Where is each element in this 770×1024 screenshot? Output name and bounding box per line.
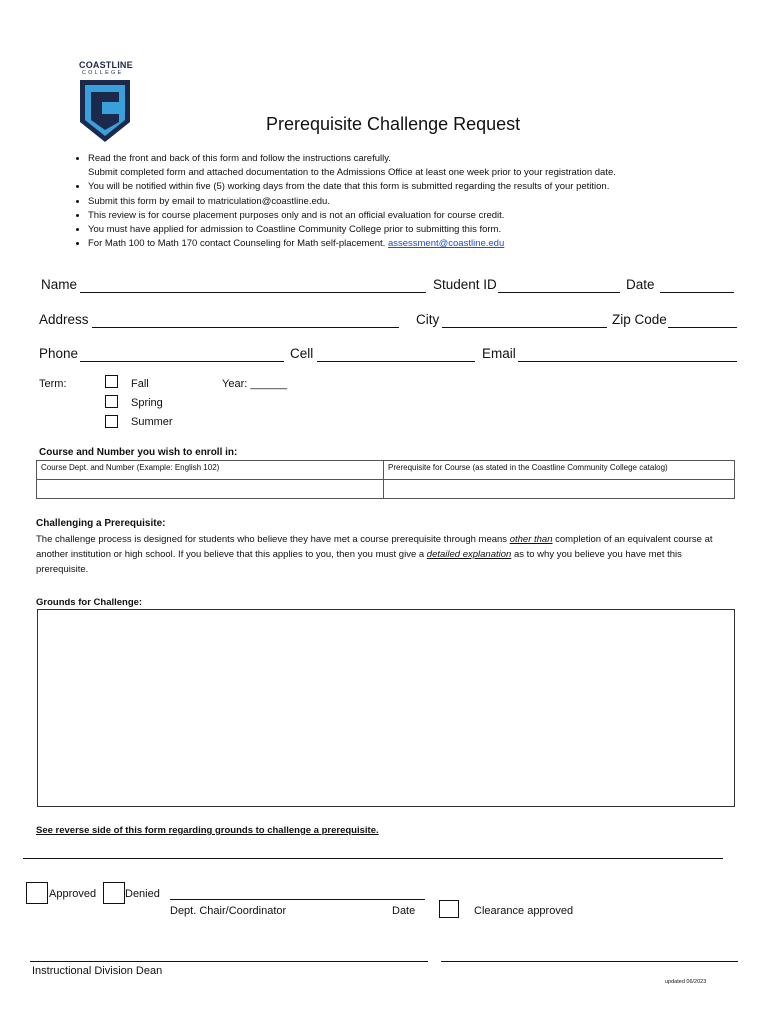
summer-label: Summer <box>131 416 173 428</box>
divider <box>23 858 723 859</box>
dean-label: Instructional Division Dean <box>32 965 163 977</box>
course-col-header: Course Dept. and Number (Example: English 102) <box>37 461 384 480</box>
name-label: Name <box>41 277 78 292</box>
fall-label: Fall <box>131 378 149 390</box>
zip-code-label: Zip Code <box>612 312 667 327</box>
year-field[interactable]: Year: ______ <box>222 378 288 390</box>
address-label: Address <box>39 312 89 327</box>
denied-checkbox[interactable] <box>103 882 125 904</box>
phone-label: Phone <box>39 346 79 361</box>
spring-checkbox[interactable] <box>105 395 118 408</box>
instruction-item: • This review is for course placement purposes only and is not an official evaluation for course credit. <box>88 209 748 223</box>
email-field[interactable] <box>518 361 737 362</box>
challenge-emphasis: detailed explanation <box>426 549 512 560</box>
chair-label: Dept. Chair/Coordinator <box>170 905 287 917</box>
page-title: Prerequisite Challenge Request <box>266 114 521 134</box>
office-date-label: Date <box>392 905 416 917</box>
city-label: City <box>416 312 440 327</box>
challenge-paragraph <box>36 532 734 577</box>
denied-label: Denied <box>125 888 160 900</box>
college-logo <box>76 60 134 146</box>
date-label: Date <box>626 277 655 292</box>
instruction-list <box>62 152 748 251</box>
instruction-item: Submit completed form and attached documentation to the Admissions Office at least one week prior to your registration date. <box>88 167 616 179</box>
challenge-heading: Challenging a Prerequisite: <box>36 518 166 529</box>
course-table <box>36 460 735 499</box>
assessment-email-link[interactable]: assessment@coastline.edu <box>387 238 505 250</box>
prereq-col-header: Prerequisite for Course (as stated in the Coastline Community College catalog) <box>384 461 735 480</box>
fall-checkbox[interactable] <box>105 375 118 388</box>
chair-signature-line[interactable] <box>170 899 425 900</box>
address-field[interactable] <box>92 327 399 328</box>
student-id-field[interactable] <box>498 292 620 293</box>
logo-wordmark: COASTLINE <box>79 60 133 70</box>
spring-label: Spring <box>131 397 163 409</box>
course-heading: Course and Number you wish to enroll in: <box>39 447 238 458</box>
student-id-label: Student ID <box>433 277 497 292</box>
challenge-text: as to why you believe you have met this prerequisite. <box>36 549 682 575</box>
cell-field[interactable] <box>317 361 475 362</box>
challenge-text: completion of an equivalent course at another institution or high school. If you believe that this applies to you, then you must give a <box>36 534 713 560</box>
updated-note: updated 06/2023 <box>665 979 707 985</box>
instruction-item: • Read the front and back of this form and follow the instructions carefully. <box>88 152 748 166</box>
cell-label: Cell <box>290 346 314 361</box>
instruction-item <box>88 237 748 251</box>
challenge-emphasis: other than <box>509 534 553 545</box>
city-field[interactable] <box>442 327 607 328</box>
clearance-label: Clearance approved <box>474 905 574 917</box>
reverse-side-note: See reverse side of this form regarding grounds to challenge a prerequisite. <box>36 825 379 836</box>
instruction-item: • You will be notified within five (5) working days from the date that this form is submitted regarding the results of your petition. <box>88 180 748 194</box>
course-input-cell[interactable] <box>37 480 384 499</box>
summer-checkbox[interactable] <box>105 415 118 428</box>
grounds-label: Grounds for Challenge: <box>36 597 143 608</box>
instruction-item: • Submit this form by email to matriculation@coastline.edu. <box>88 195 748 209</box>
email-label: Email <box>482 346 516 361</box>
clearance-checkbox[interactable] <box>439 900 459 918</box>
dean-date-line[interactable] <box>441 961 738 962</box>
zip-code-field[interactable] <box>668 327 737 328</box>
approved-checkbox[interactable] <box>26 882 48 904</box>
dean-signature-line[interactable] <box>30 961 428 962</box>
prereq-input-cell[interactable] <box>384 480 735 499</box>
math-note: For Math 100 to Math 170 contact Counseling for Math self-placement. <box>88 238 388 250</box>
logo-subtitle: COLLEGE <box>82 70 124 76</box>
grounds-textarea[interactable] <box>37 609 735 807</box>
term-label: Term: <box>39 378 67 390</box>
name-field[interactable] <box>80 292 426 293</box>
date-field[interactable] <box>660 292 734 293</box>
instruction-item: • You must have applied for admission to Coastline Community College prior to submitting this form. <box>88 223 748 237</box>
phone-field[interactable] <box>80 361 284 362</box>
approved-label: Approved <box>49 888 97 900</box>
challenge-text: The challenge process is designed for students who believe they have met a course prerequisite through means <box>36 534 510 545</box>
shield-icon <box>78 78 132 144</box>
